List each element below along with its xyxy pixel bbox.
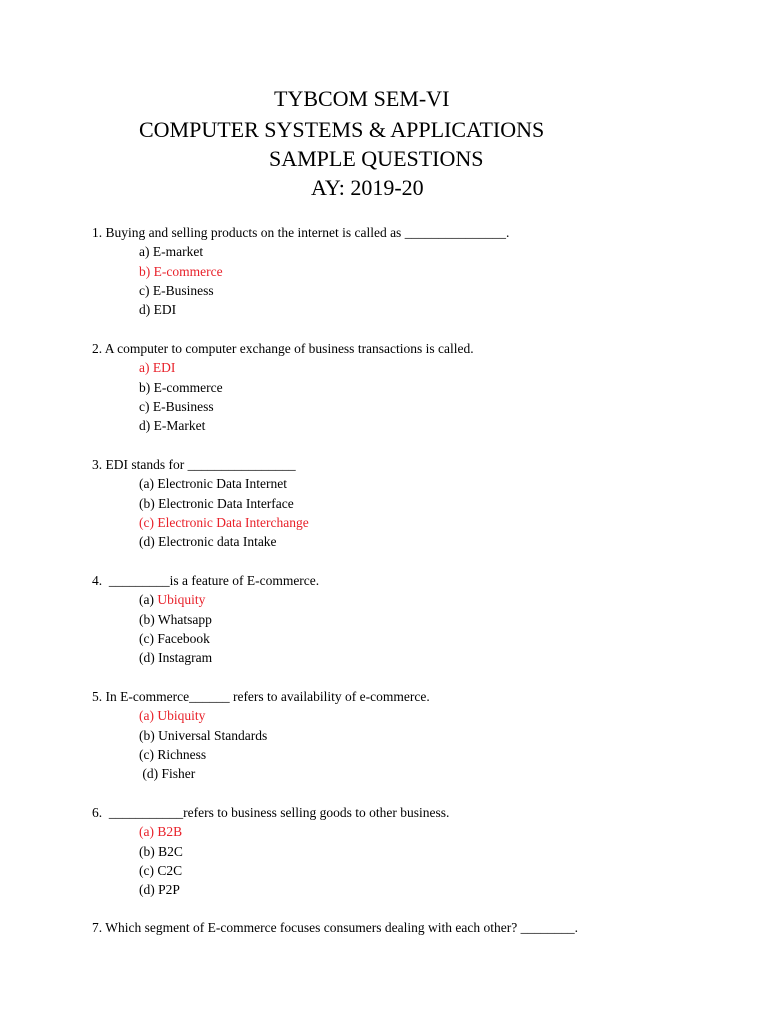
question-7 — [92, 918, 578, 937]
option-a-correct-answer: Ubiquity — [157, 592, 206, 608]
option-c: (c) C2C — [139, 862, 183, 878]
question-5 — [92, 687, 430, 783]
option-a-prefix: (a) — [139, 592, 158, 608]
option-c: (c) Facebook — [139, 630, 210, 646]
option-d: d) EDI — [139, 302, 177, 318]
option-a — [92, 590, 319, 609]
option-b: (b) B2C — [139, 843, 183, 859]
academic-year: AY: 2019-20 — [311, 175, 424, 200]
question-4 — [92, 571, 319, 667]
option-b: (b) Universal Standards — [139, 727, 268, 743]
option-a-correct-answer: (a) B2B — [139, 824, 183, 840]
option-b-correct-answer: b) E-commerce — [139, 263, 223, 279]
course-title: TYBCOM SEM-VI — [274, 86, 450, 111]
option-d: d) E-Market — [139, 418, 206, 434]
question-stem: 2. A computer to computer exchange of business transactions is called. — [92, 341, 474, 356]
option-a: (a) Electronic Data Internet — [139, 476, 288, 492]
option-c: (c) Richness — [139, 746, 207, 762]
question-3 — [92, 455, 309, 551]
question-1 — [92, 223, 509, 319]
question-stem: 5. In E-commerce______ refers to availability of e-commerce. — [92, 689, 430, 704]
subject-title: COMPUTER SYSTEMS & APPLICATIONS — [139, 117, 545, 142]
option-a: a) E-market — [139, 244, 204, 260]
question-stem: 1. Buying and selling products on the internet is called as _______________. — [92, 225, 510, 240]
question-stem: 4. _________is a feature of E-commerce. — [92, 573, 320, 588]
question-stem: 3. EDI stands for ________________ — [92, 457, 296, 472]
option-a-correct-answer: a) EDI — [139, 360, 176, 376]
question-stem: 6. ___________refers to business selling goods to other business. — [92, 805, 450, 820]
option-d: (d) Fisher — [139, 766, 196, 782]
option-d: (d) Instagram — [139, 650, 213, 666]
option-c-correct-answer: (c) Electronic Data Interchange — [139, 514, 309, 530]
option-d: (d) Electronic data Intake — [139, 534, 277, 550]
question-6 — [92, 803, 449, 899]
section-title: SAMPLE QUESTIONS — [269, 146, 484, 171]
option-c: c) E-Business — [139, 398, 214, 414]
option-c: c) E-Business — [139, 282, 214, 298]
option-d: (d) P2P — [139, 882, 180, 898]
option-b: b) E-commerce — [139, 379, 223, 395]
question-2 — [92, 339, 474, 435]
option-b: (b) Whatsapp — [139, 611, 212, 627]
option-a-correct-answer: (a) Ubiquity — [139, 708, 206, 724]
option-b: (b) Electronic Data Interface — [139, 495, 294, 511]
question-stem: 7. Which segment of E-commerce focuses consumers dealing with each other? ________. — [92, 920, 578, 935]
